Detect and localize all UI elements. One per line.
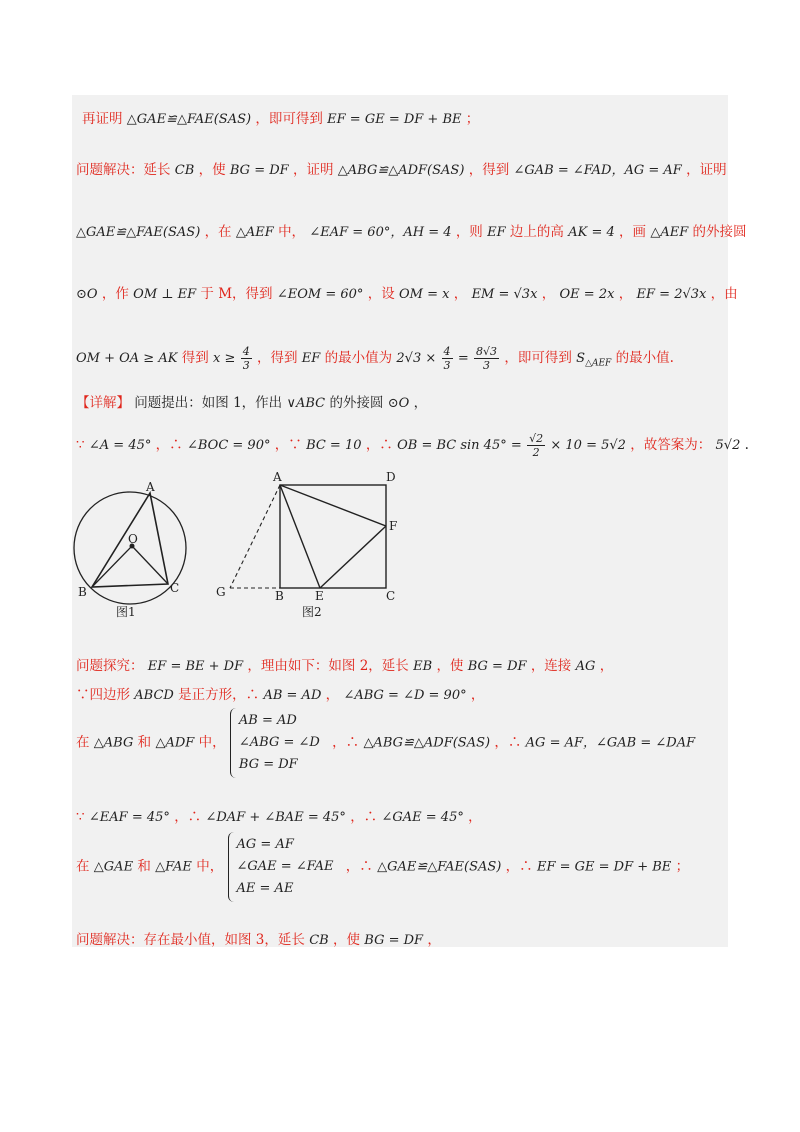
therefore-symbol: ，∴ (155, 437, 183, 453)
equation-system (228, 832, 342, 902)
line-6 (76, 391, 427, 411)
denominator: 3 (483, 359, 491, 372)
text: ，∴ (174, 809, 202, 825)
text: ， (470, 687, 485, 703)
formula: AG (575, 659, 596, 674)
formula: ABCD (134, 688, 174, 703)
formula: EM = √3x (471, 287, 538, 302)
text: ， (599, 658, 614, 674)
formula: OE = 2x (559, 287, 615, 302)
formula: △ABG≌△ADF(SAS) (363, 735, 491, 751)
text: ，∴ (345, 858, 373, 875)
text: ， (413, 395, 428, 411)
text: 中， (198, 734, 226, 751)
text: ，在 (204, 224, 232, 240)
formula: 2√3 × (396, 351, 437, 366)
caption-fig2: 图2 (302, 605, 322, 619)
text: 中， (196, 858, 224, 875)
text: ，证明 (292, 162, 334, 178)
text: 于 M，得到 (200, 286, 273, 302)
subscript: △AEF (585, 358, 612, 369)
therefore-symbol: ，∴ (365, 437, 393, 453)
formula: AB = AD (263, 688, 322, 703)
text: ，得到 (256, 350, 298, 366)
line-5 (76, 345, 674, 372)
label-a: A (146, 480, 155, 494)
text: 和 (137, 734, 152, 751)
denominator: 3 (443, 359, 451, 372)
text: ， (468, 809, 482, 825)
line-1 (82, 107, 479, 127)
formula: △GAE≌△FAE(SAS) (76, 225, 201, 240)
text: 边上的高 (509, 224, 564, 240)
label-o: O (128, 532, 138, 546)
formula: ∠EAF = 60°，AH = 4 (309, 225, 452, 240)
equation-system (230, 708, 328, 778)
formula: CB (309, 933, 329, 948)
label-b: B (78, 585, 87, 599)
label-e: E (315, 589, 324, 603)
segment-oc (132, 546, 168, 584)
text: 问题探究： (76, 658, 144, 674)
text: ； (465, 111, 480, 127)
formula: △GAE≌△FAE(SAS) (126, 112, 252, 127)
text: ， (453, 286, 468, 302)
line-7 (76, 432, 749, 459)
formula: OM ⊥ EF (133, 287, 197, 302)
text: ，则 (455, 224, 483, 240)
detail-tag: 【详解】 (76, 395, 130, 411)
formula: ∠GAB = ∠FAD，AG = AF (513, 163, 682, 178)
formula: ∠EOM = 60° (276, 287, 364, 302)
equals: = (457, 351, 469, 366)
text: ，∴ (505, 858, 533, 875)
fraction (241, 345, 252, 372)
text: ，使 (436, 658, 464, 674)
segment-ae (280, 485, 320, 588)
numerator: √2 (529, 432, 544, 445)
denominator: 3 (242, 359, 250, 372)
numerator: 4 (443, 345, 451, 358)
formula: BC = 10 (306, 438, 362, 453)
formula: ∠EAF = 45° (88, 810, 170, 825)
text: 在 (76, 734, 90, 751)
formula: ∠A = 45° (88, 438, 152, 453)
text: ， (325, 687, 340, 703)
text: 问题解决：延长 (76, 162, 171, 178)
text: ，即可得到 (255, 111, 323, 127)
line-8 (76, 654, 613, 674)
text: 的最小值为 (324, 350, 393, 366)
square-abcd (280, 485, 386, 588)
text: ，使 (198, 162, 226, 178)
formula: CB (174, 163, 195, 178)
fraction (474, 345, 499, 372)
formula: △AEF (650, 225, 689, 240)
formula: x ≥ (213, 351, 236, 366)
formula: OM + OA ≥ AK (76, 351, 178, 366)
formula: ∠BOC = 90° (186, 438, 271, 453)
text: ，证明 (686, 162, 727, 178)
formula: × 10 = 5√2 (550, 438, 626, 453)
formula: OM = x (399, 287, 450, 302)
line-10 (76, 708, 695, 778)
text: ， (618, 286, 633, 302)
text: ，得到 (468, 162, 510, 178)
label-c: C (170, 581, 180, 595)
text: ，故答案为： (630, 437, 712, 453)
figures (60, 466, 420, 626)
fraction (527, 432, 545, 459)
formula: △AEF (235, 225, 274, 240)
text: ，理由如下：如图 2，延长 (247, 658, 409, 674)
segment-ef (320, 526, 386, 588)
answer: 5√2 (715, 438, 741, 453)
text: . (744, 437, 749, 453)
formula: △ADF (155, 735, 195, 751)
system-row: ∠GAE = ∠FAE (236, 859, 334, 874)
formula: △ABG (93, 735, 134, 751)
figure-1 (74, 480, 186, 619)
numerator: 4 (242, 345, 250, 358)
text: ，设 (367, 286, 395, 302)
text: ，∴ (350, 809, 378, 825)
label-f: F (389, 519, 398, 533)
text: ， (427, 932, 441, 948)
text: 再证明 (82, 111, 123, 127)
area-symbol (576, 351, 612, 369)
fraction (442, 345, 453, 372)
formula: ∠GAE = 45° (381, 810, 464, 825)
text: 得到 (181, 350, 209, 366)
formula: AG = AF，∠GAB = ∠DAF (525, 735, 696, 751)
formula: ∠ABG = ∠D = 90° (343, 688, 467, 703)
line-3 (76, 220, 747, 240)
text: 的外接圆 (329, 395, 384, 411)
text: 是正方形，∴ (178, 687, 260, 703)
system-row: AB = AD (238, 713, 297, 728)
formula: EF = GE = DF + BE (327, 112, 462, 127)
line-12 (76, 832, 689, 902)
text: ，即可得到 (504, 350, 572, 366)
denominator: 2 (532, 446, 540, 459)
line-13 (76, 928, 441, 948)
formula: △FAE (155, 859, 192, 875)
formula: ∠DAF + ∠BAE = 45° (205, 810, 346, 825)
text: ∵ (76, 809, 85, 825)
label-a: A (273, 470, 282, 484)
formula: EF (301, 351, 321, 366)
line-9 (76, 683, 484, 703)
text: ∵四边形 (76, 687, 130, 703)
formula: ⊙O (387, 396, 410, 411)
formula: ⊙O (76, 287, 98, 302)
text: 问题提出：如图 1，作出 (134, 395, 283, 411)
formula: BG = DF (364, 933, 424, 948)
system-row: BG = DF (238, 757, 298, 772)
formula: △GAE≌△FAE(SAS) (377, 859, 502, 875)
text: ，连接 (530, 658, 572, 674)
line-4 (76, 282, 738, 302)
formula: EF = BE + DF (147, 659, 244, 674)
text: ， (541, 286, 556, 302)
formula: EF = GE = DF + BE (536, 859, 672, 875)
because-symbol: ，∵ (274, 437, 302, 453)
label-g: G (216, 585, 226, 599)
formula: △GAE (93, 859, 134, 875)
formula: BG = DF (229, 163, 289, 178)
text: 中， (278, 224, 306, 240)
because-symbol: ∵ (76, 437, 85, 453)
text: ，画 (619, 224, 647, 240)
system-row: AE = AE (236, 881, 294, 896)
text: ； (675, 858, 690, 875)
text: ，使 (332, 932, 360, 948)
segment-ob (92, 546, 132, 587)
text: ，作 (101, 286, 129, 302)
formula: EF (487, 225, 506, 240)
segment-ag-dashed (230, 485, 280, 588)
label-d: D (386, 470, 396, 484)
caption-fig1: 图1 (116, 605, 136, 619)
text: 问题解决：存在最小值，如图 3，延长 (76, 932, 305, 948)
line-11 (76, 805, 482, 825)
text: ，∴ (494, 734, 522, 751)
system-row: AG = AF (236, 837, 294, 852)
s-symbol: S (576, 351, 586, 366)
text: ，∴ (332, 734, 360, 751)
text: ，由 (710, 286, 738, 302)
formula: BG = DF (467, 659, 527, 674)
figure-2 (216, 470, 397, 619)
text: 的外接圆 (692, 224, 747, 240)
segment-af (280, 485, 386, 526)
line-2 (76, 158, 727, 178)
text: 的最小值. (615, 350, 674, 366)
formula: OB = BC sin 45° = (397, 438, 522, 453)
formula: EB (413, 659, 433, 674)
numerator: 8√3 (476, 345, 498, 358)
formula: EF = 2√3x (636, 287, 707, 302)
text: 和 (137, 858, 151, 875)
label-b: B (275, 589, 284, 603)
text: 在 (76, 858, 90, 875)
label-c: C (386, 589, 396, 603)
formula: ∨ABC (286, 396, 326, 411)
system-row: ∠ABG = ∠D (238, 735, 320, 750)
formula: △ABG≌△ADF(SAS) (337, 163, 465, 178)
formula: AK = 4 (568, 225, 615, 240)
